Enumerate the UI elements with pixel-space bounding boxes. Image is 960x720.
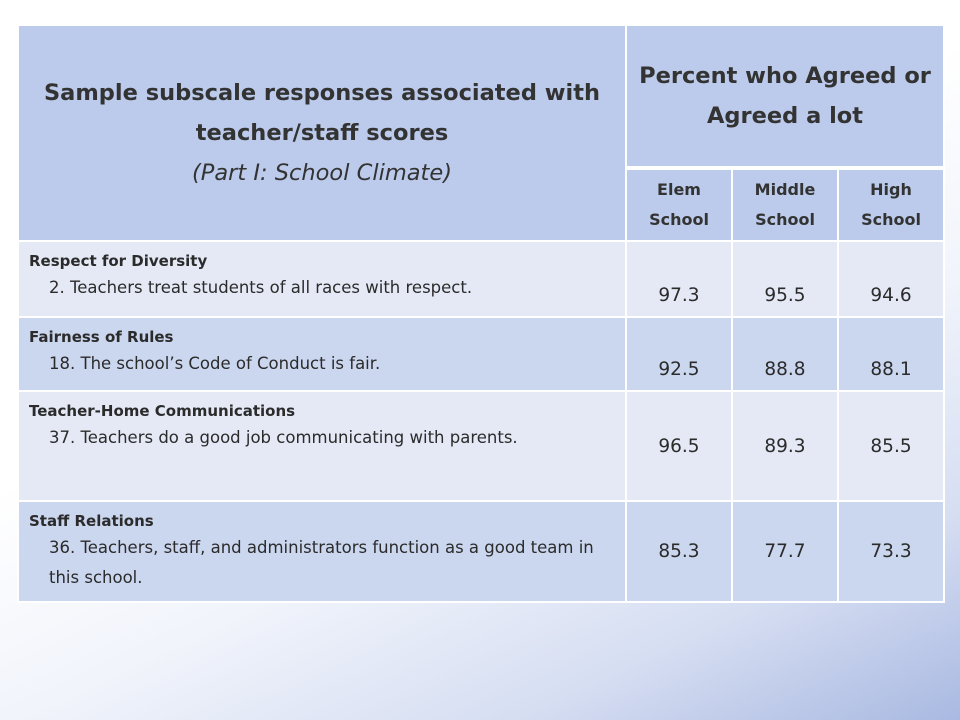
value-elem-school: 97.3 xyxy=(626,241,732,317)
value-middle-school: 89.3 xyxy=(732,391,838,501)
item-cell xyxy=(18,241,626,317)
value-middle-school: 77.7 xyxy=(732,501,838,602)
category-label: Fairness of Rules xyxy=(29,328,174,346)
category-label: Respect for Diversity xyxy=(29,252,208,270)
statement-text: 36. Teachers, staff, and administrators function as a good team in this school. xyxy=(49,538,594,587)
table-subtitle: (Part I: School Climate) xyxy=(192,160,452,186)
table-title-cell xyxy=(18,25,626,241)
percent-header-cell xyxy=(626,25,944,168)
column-header-middle-school: Middle School xyxy=(732,168,838,241)
table-row xyxy=(18,501,944,602)
subscale-responses-table xyxy=(17,24,945,603)
subscale-table-container xyxy=(17,24,943,603)
value-elem-school: 96.5 xyxy=(626,391,732,501)
table-row xyxy=(18,241,944,317)
header-row xyxy=(18,25,944,168)
item-cell xyxy=(18,317,626,391)
value-high-school: 73.3 xyxy=(838,501,944,602)
value-high-school: 85.5 xyxy=(838,391,944,501)
value-elem-school: 92.5 xyxy=(626,317,732,391)
value-high-school: 88.1 xyxy=(838,317,944,391)
statement-text: 37. Teachers do a good job communicating with parents. xyxy=(49,428,518,447)
value-middle-school: 88.8 xyxy=(732,317,838,391)
category-label: Teacher-Home Communications xyxy=(29,402,296,420)
column-header-high-school: High School xyxy=(838,168,944,241)
table-row xyxy=(18,317,944,391)
percent-header: Percent who Agreed or Agreed a lot xyxy=(639,63,931,129)
value-elem-school: 85.3 xyxy=(626,501,732,602)
table-title: Sample subscale responses associated with teacher/staff scores xyxy=(43,80,601,146)
statement-text: 18. The school’s Code of Conduct is fair. xyxy=(49,354,381,373)
value-high-school: 94.6 xyxy=(838,241,944,317)
item-cell xyxy=(18,501,626,602)
table-row xyxy=(18,391,944,501)
item-cell xyxy=(18,391,626,501)
value-middle-school: 95.5 xyxy=(732,241,838,317)
column-header-elem-school: Elem School xyxy=(626,168,732,241)
statement-text: 2. Teachers treat students of all races with respect. xyxy=(49,278,473,297)
category-label: Staff Relations xyxy=(29,512,154,530)
